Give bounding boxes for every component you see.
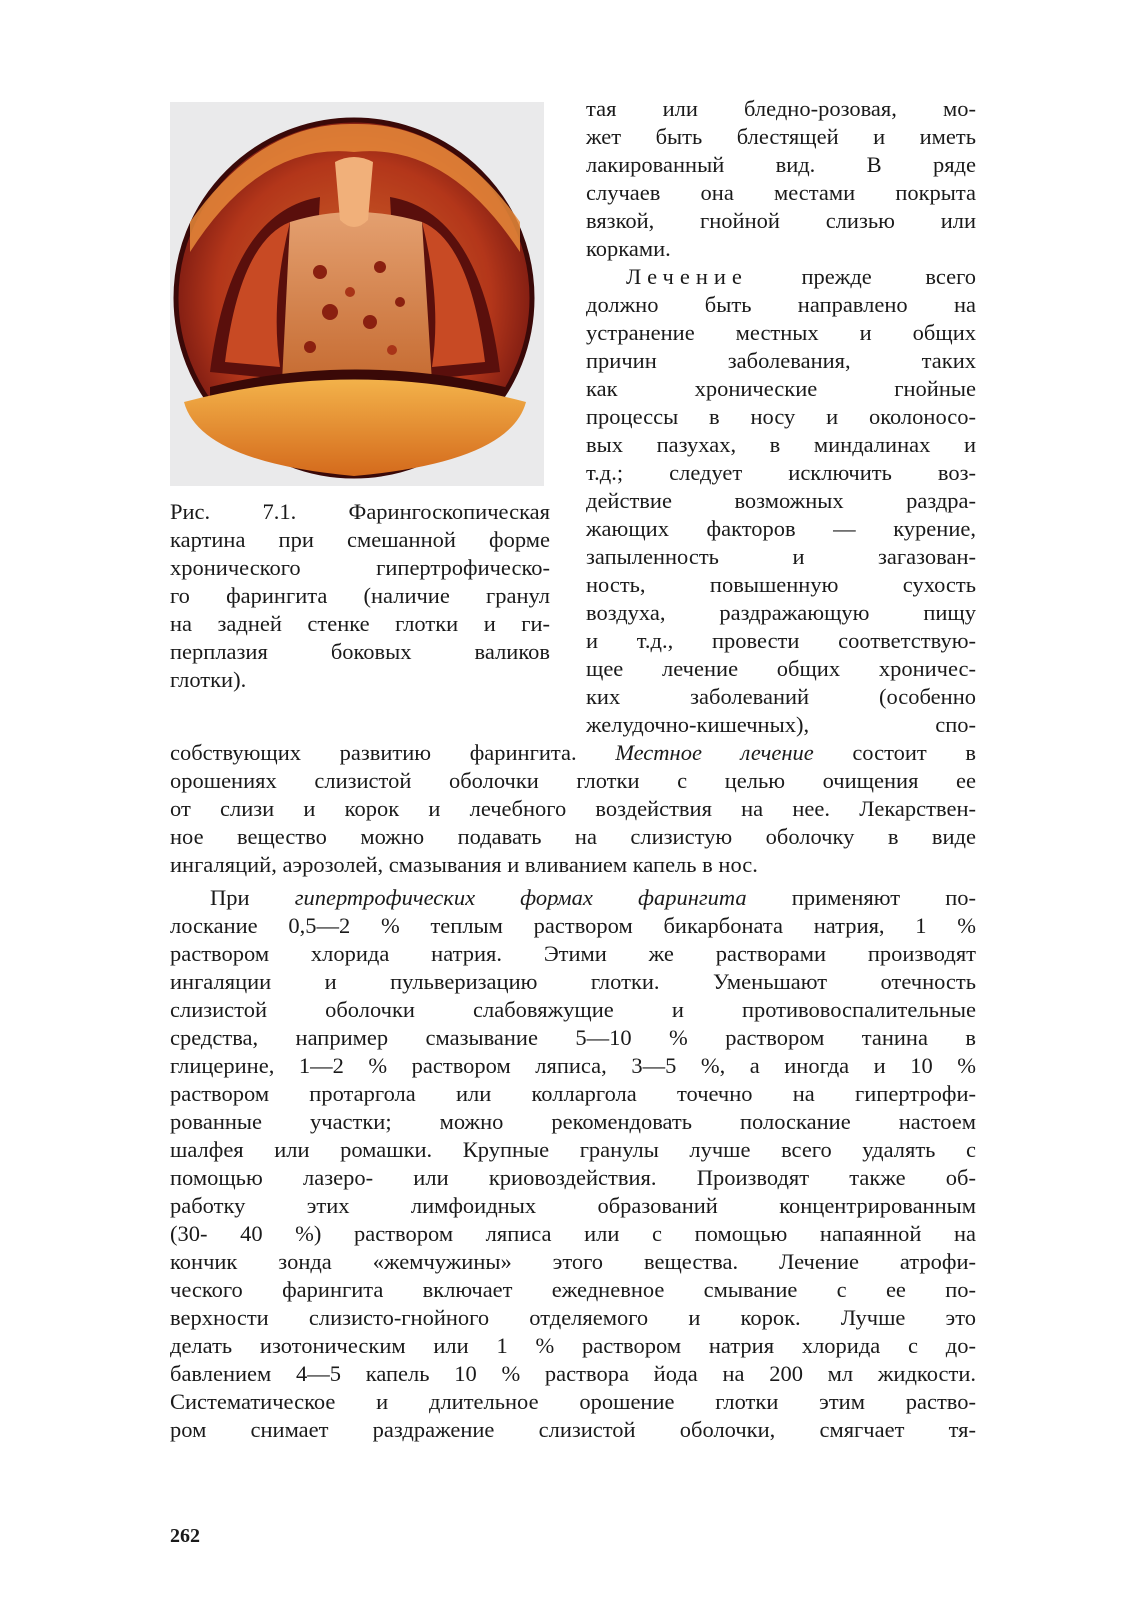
text-line: орошениях слизистой оболочки глотки с целью очищения ее [170,768,976,793]
text-line: воздуха, раздражающую пищу [586,600,976,625]
text-line: ное вещество можно подавать на слизистую оболочку в виде [170,824,976,849]
text-line: жет быть блестящей и иметь [586,124,976,149]
text-line: устранение местных и общих [586,320,976,345]
text-line: как хронические гнойные [586,376,976,401]
figure-caption [170,498,550,694]
text-line: вязкой, гнойной слизью или [586,208,976,233]
text-line: ческого фарингита включает ежедневное смывание с ее по- [170,1277,976,1302]
caption-line: картина при смешанной форме [170,527,550,552]
text-line: жающих факторов — курение, [586,516,976,541]
text-line: верхности слизисто-гнойного отделяемого и корок. Лучше это [170,1305,976,1330]
text-line: делать изотоническим или 1 % раствором натрия хлорида с до- [170,1333,976,1358]
text-line: процессы в носу и околоносо- [586,404,976,429]
text-line: должно быть направлено на [586,292,976,317]
right-column-text [586,95,976,739]
text-fragment: При [210,885,295,910]
text-line: вых пазухах, в миндалинах и [586,432,976,457]
text-line: лоскание 0,5—2 % теплым раствором бикарбоната натрия, 1 % [170,913,976,938]
text-line: ингаляции и пульверизацию глотки. Уменьшают отечность [170,969,976,994]
text-line: тая или бледно-розовая, мо- [586,96,976,121]
treatment-first-line [586,263,976,291]
text-line: щее лечение общих хроничес- [586,656,976,681]
caption-line: го фарингита (наличие гранул [170,583,550,608]
italic-term: Местное лечение [615,740,814,765]
text-line: запыленность и загазован- [586,544,976,569]
text-line: глицерине, 1—2 % раствором ляписа, 3—5 %, а иногда и 10 % [170,1053,976,1078]
throat-image [170,102,544,486]
text-fragment: применяют по- [746,885,977,910]
full-width-text [170,739,976,1444]
text-line: действие возможных раздра- [586,488,976,513]
text-line: бавлением 4—5 капель 10 % раствора йода на 200 мл жидкости. [170,1361,976,1386]
text-line: лакированный вид. В ряде [586,152,976,177]
text-line: помощью лазеро- или криовоздействия. Производят также об- [170,1165,976,1190]
text-line: рованные участки; можно рекомендовать полоскание настоем [170,1109,976,1134]
text-line: шалфея или ромашки. Крупные гранулы лучше всего удалять с [170,1137,976,1162]
spaced-heading-word: Лечение [626,264,748,289]
text-line: и т.д., провести соответствую- [586,628,976,653]
text-fragment: состоит в [813,740,976,765]
text-line: желудочно-кишечных), спо- [586,712,976,737]
caption-line: перплазия боковых валиков [170,639,550,664]
text-line: работку этих лимфоидных образований концентрированным [170,1193,976,1218]
text-line: случаев она местами покрыта [586,180,976,205]
text-line: Систематическое и длительное орошение глотки этим раство- [170,1389,976,1414]
text-line [170,739,976,767]
text-line: слизистой оболочки слабовяжущие и противовоспалительные [170,997,976,1022]
page-number: 262 [170,1525,200,1547]
text-line: ких заболеваний (особенно [586,684,976,709]
text-line: причин заболевания, таких [586,348,976,373]
text-line: т.д.; следует исключить воз- [586,460,976,485]
caption-line: Рис. 7.1. Фарингоскопическая [170,499,550,524]
italic-term: гипертрофических формах фарингита [294,885,747,910]
text-line: кончик зонда «жемчужины» этого вещества. Лечение атрофи- [170,1249,976,1274]
text-line: раствором протаргола или колларгола точечно на гипертрофи- [170,1081,976,1106]
text-line: раствором хлорида натрия. Этими же растворами производят [170,941,976,966]
text-line: от слизи и корок и лечебного воздействия на нее. Лекарствен- [170,796,976,821]
text-fragment: собствующих развитию фарингита. [170,740,616,765]
text-line: корками. [586,236,671,261]
text-line: средства, например смазывание 5—10 % раствором танина в [170,1025,976,1050]
text-fragment: прежде всего [747,264,976,289]
caption-line: глотки). [170,667,247,692]
text-line: ром снимает раздражение слизистой оболочки, смягчает тя- [170,1417,976,1442]
caption-line: на задней стенке глотки и ги- [170,611,550,636]
text-line [170,884,976,912]
text-line: (30- 40 %) раствором ляписа или с помощью напаянной на [170,1221,976,1246]
text-line: ингаляций, аэрозолей, смазывания и вливанием капель в нос. [170,852,758,877]
text-line: ность, повышенную сухость [586,572,976,597]
caption-line: хронического гипертрофическо- [170,555,550,580]
pharyngoscopy-illustration [170,102,544,486]
